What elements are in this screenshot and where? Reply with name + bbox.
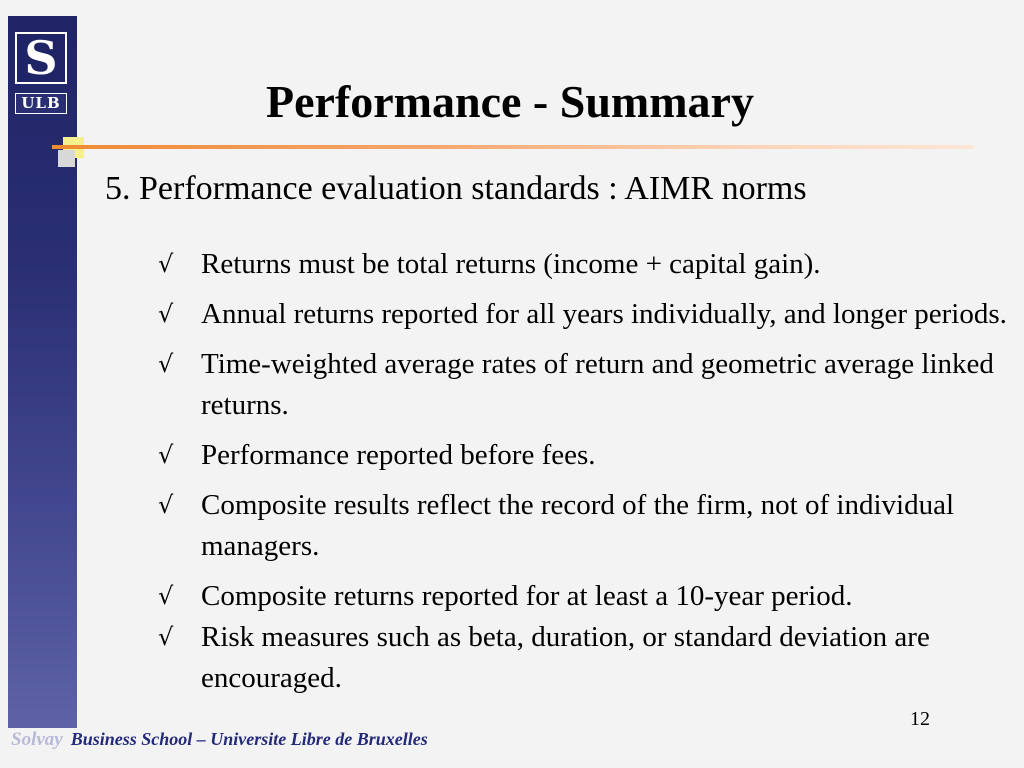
bullet-list bbox=[158, 244, 1018, 708]
accent-square bbox=[58, 150, 75, 167]
section-heading: 5. Performance evaluation standards : AIMR norms bbox=[105, 170, 807, 207]
logo-letter: S bbox=[24, 31, 58, 85]
check-icon: √ bbox=[158, 491, 174, 519]
check-icon: √ bbox=[158, 441, 174, 469]
page-number: 12 bbox=[910, 708, 930, 730]
bullet-text: Annual returns reported for all years individually, and longer periods. bbox=[201, 298, 1007, 330]
slide-title: Performance - Summary bbox=[266, 76, 754, 127]
bullet-item bbox=[158, 485, 1018, 567]
bullet-item bbox=[158, 435, 1018, 476]
bullet-text: Time-weighted average rates of return and geometric average linked returns. bbox=[201, 348, 994, 421]
footer-school: Business School – Universite Libre de Bruxelles bbox=[70, 729, 428, 749]
bullet-item bbox=[158, 294, 1018, 335]
solvay-logo bbox=[15, 32, 67, 84]
footer bbox=[11, 728, 428, 751]
bullet-text: Performance reported before fees. bbox=[201, 439, 596, 471]
bullet-text: Composite returns reported for at least a 10-year period. bbox=[201, 580, 853, 612]
bullet-item bbox=[158, 576, 1018, 617]
check-icon: √ bbox=[158, 300, 174, 328]
title-underline bbox=[52, 145, 974, 149]
ulb-logo: ULB bbox=[15, 93, 67, 114]
bullet-text: Composite results reflect the record of the firm, not of individual managers. bbox=[201, 489, 954, 562]
bullet-text: Returns must be total returns (income + capital gain). bbox=[201, 248, 821, 280]
check-icon: √ bbox=[158, 623, 174, 651]
sidebar-band bbox=[8, 16, 77, 728]
bullet-item bbox=[158, 344, 1018, 426]
check-icon: √ bbox=[158, 582, 174, 610]
footer-solvay: Solvay bbox=[11, 729, 63, 750]
check-icon: √ bbox=[158, 250, 174, 278]
bullet-item bbox=[158, 244, 1018, 285]
bullet-item bbox=[158, 617, 1018, 699]
bullet-text: Risk measures such as beta, duration, or standard deviation are encouraged. bbox=[201, 621, 930, 694]
check-icon: √ bbox=[158, 350, 174, 378]
